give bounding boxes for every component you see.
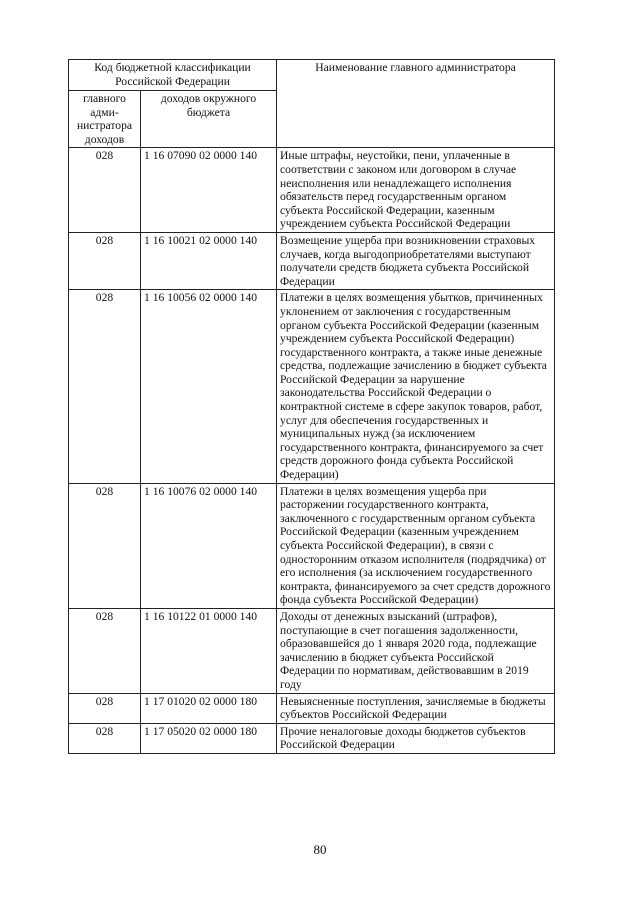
revenue-code-cell: 1 17 05020 02 0000 180 [141,723,277,753]
header-main-administrator: главного адми-нистратора доходов [69,91,141,148]
revenue-code-cell: 1 16 10056 02 0000 140 [141,290,277,483]
table-row [69,693,555,723]
administrator-name-cell: Доходы от денежных взысканий (штрафов), поступающие в счет погашения задолженности, образовавшейся до 1 января 2020 года, подлежащие зачислению в бюджет субъекта Российской Федерации по нормативам, действовавшим в 2019 году [277,608,555,693]
header-administrator-name: Наименование главного администратора [277,60,555,148]
administrator-name-cell: Иные штрафы, неустойки, пени, уплаченные в соответствии с законом или договором в случае неисполнения или ненадлежащего исполнения обязательств перед государственным органом субъекта Российской Федерации, казенным учреждением субъекта Российской Федерации [277,148,555,233]
administrator-name-cell: Невыясненные поступления, зачисляемые в бюджеты субъектов Российской Федерации [277,693,555,723]
revenue-code-cell: 1 16 07090 02 0000 140 [141,148,277,233]
revenue-code-cell: 1 17 01020 02 0000 180 [141,693,277,723]
admin-code-cell: 028 [69,483,141,608]
revenue-code-cell: 1 16 10122 01 0000 140 [141,608,277,693]
admin-code-cell: 028 [69,608,141,693]
admin-code-cell: 028 [69,148,141,233]
table-row [69,232,555,289]
table-row [69,483,555,608]
administrator-name-cell: Возмещение ущерба при возникновении страховых случаев, когда выгодоприобретателями выступают получатели средств бюджета субъекта Российской Федерации [277,232,555,289]
revenue-code-cell: 1 16 10021 02 0000 140 [141,232,277,289]
budget-classification-table [68,59,555,754]
admin-code-cell: 028 [69,723,141,753]
table-row [69,148,555,233]
administrator-name-cell: Платежи в целях возмещения ущерба при расторжении государственного контракта, заключенного с государственным органом субъекта Российской Федерации (казенным учреждением субъекта Российской Федерации), в связи с односторонним отказом исполнителя (подрядчика) от его исполнения (за исключением государственного контракта, финансируемого за счет средств дорожного фонда субъекта Российской Федерации) [277,483,555,608]
header-district-budget-revenue: доходов окружного бюджета [141,91,277,148]
table-row [69,608,555,693]
administrator-name-cell: Прочие неналоговые доходы бюджетов субъектов Российской Федерации [277,723,555,753]
header-budget-code-group: Код бюджетной классификации Российской Федерации [69,60,277,91]
table-row [69,723,555,753]
revenue-code-cell: 1 16 10076 02 0000 140 [141,483,277,608]
administrator-name-cell: Платежи в целях возмещения убытков, причиненных уклонением от заключения с государственным органом субъекта Российской Федерации (казенным учреждением субъекта Российской Федерации) государственного контракта, а также иные денежные средства, подлежащие зачислению в бюджет субъекта Российской Федерации за нарушение законодательства Российской Федерации о контрактной системе в сфере закупок товаров, работ, услуг для обеспечения государственных и муниципальных нужд (за исключением государственного контракта, финансируемого за счет средств дорожного фонда субъекта Российской Федерации) [277,290,555,483]
admin-code-cell: 028 [69,693,141,723]
admin-code-cell: 028 [69,290,141,483]
table-row [69,290,555,483]
admin-code-cell: 028 [69,232,141,289]
page-number: 80 [313,842,327,857]
